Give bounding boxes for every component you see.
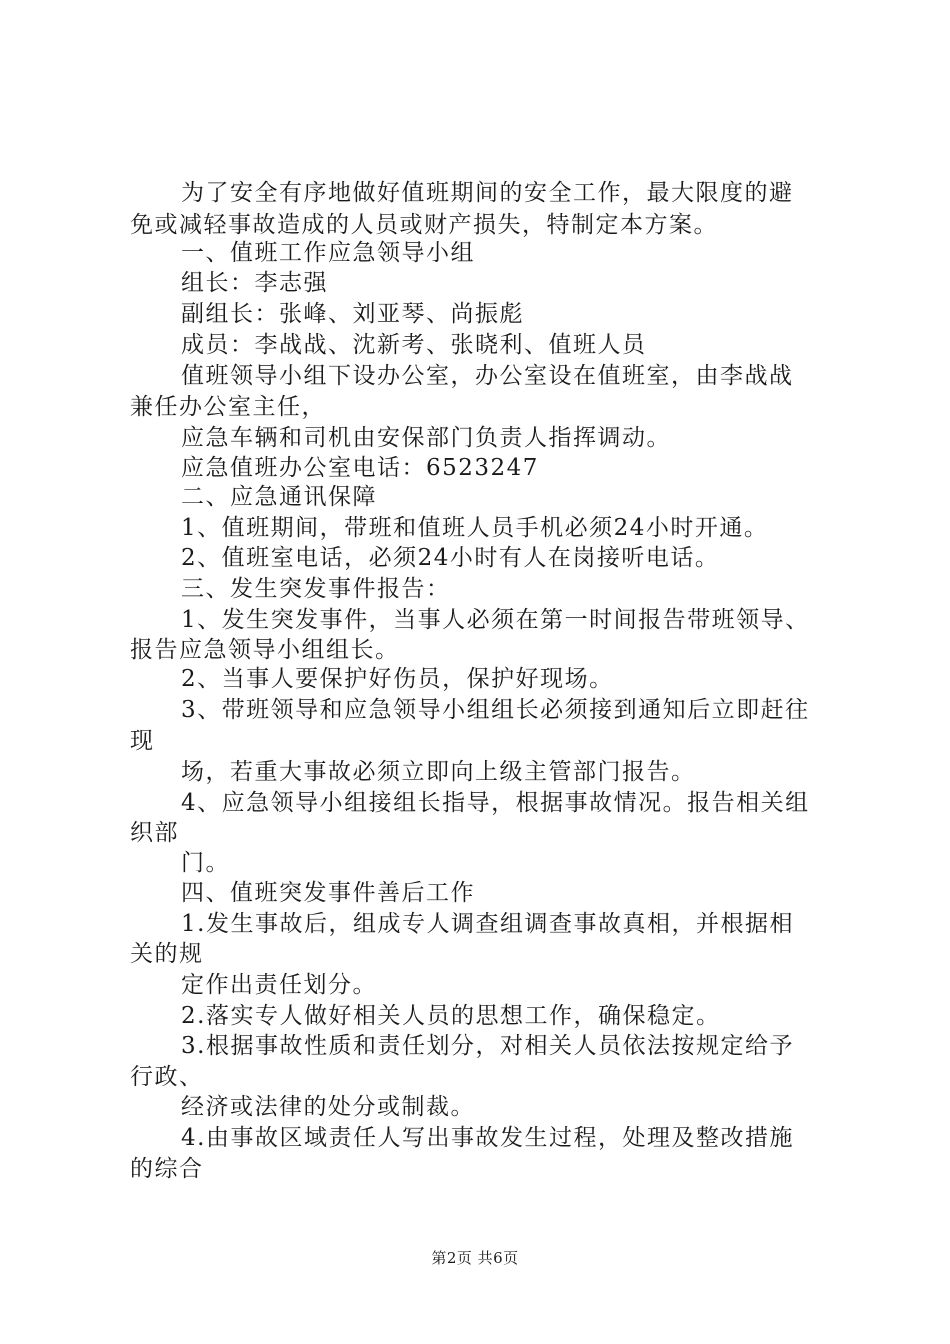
section-heading: 四、值班突发事件善后工作 xyxy=(181,880,475,906)
page-number-footer: 第2页 共6页 xyxy=(431,1249,519,1267)
text-line: 的综合 xyxy=(130,1156,204,1182)
text-line: 1、发生突发事件，当事人必须在第一时间报告带班领导、 xyxy=(181,607,810,633)
text-line: 副组长：张峰、刘亚琴、尚振彪 xyxy=(181,301,524,327)
text-line: 为了安全有序地做好值班期间的安全工作，最大限度的避 xyxy=(181,180,794,206)
section-heading: 一、值班工作应急领导小组 xyxy=(181,240,475,266)
text-line: 4.由事故区域责任人写出事故发生过程，处理及整改措施 xyxy=(181,1125,794,1151)
text-line: 场，若重大事故必须立即向上级主管部门报告。 xyxy=(181,759,696,785)
text-line: 现 xyxy=(130,728,155,754)
text-line: 3、带班领导和应急领导小组组长必须接到通知后立即赶往 xyxy=(181,697,810,723)
text-line: 2.落实专人做好相关人员的思想工作，确保稳定。 xyxy=(181,1003,721,1029)
text-line: 定作出责任划分。 xyxy=(181,972,377,998)
text-line: 关的规 xyxy=(130,941,204,967)
text-line: 2、值班室电话，必须24小时有人在岗接听电话。 xyxy=(181,545,720,571)
text-line: 门。 xyxy=(181,850,230,876)
text-line: 组长：李志强 xyxy=(181,270,328,296)
text-line: 织部 xyxy=(130,820,179,846)
text-line: 免或减轻事故造成的人员或财产损失，特制定本方案。 xyxy=(130,212,718,238)
text-line: 3.根据事故性质和责任划分，对相关人员依法按规定给予 xyxy=(181,1033,794,1059)
text-line: 2、当事人要保护好伤员，保护好现场。 xyxy=(181,666,614,692)
text-line: 应急值班办公室电话：6523247 xyxy=(181,455,539,481)
text-line: 报告应急领导小组组长。 xyxy=(130,637,400,663)
text-line: 成员：李战战、沈新考、张晓利、值班人员 xyxy=(181,332,647,358)
text-line: 4、应急领导小组接组长指导，根据事故情况。报告相关组 xyxy=(181,790,810,816)
text-line: 1、值班期间，带班和值班人员手机必须24小时开通。 xyxy=(181,515,769,541)
section-heading: 三、发生突发事件报告： xyxy=(181,576,451,602)
text-line: 经济或法律的处分或制裁。 xyxy=(181,1094,475,1120)
text-line: 值班领导小组下设办公室，办公室设在值班室，由李战战 xyxy=(181,363,794,389)
section-heading: 二、应急通讯保障 xyxy=(181,484,377,510)
text-line: 兼任办公室主任， xyxy=(130,394,326,420)
text-line: 1.发生事故后，组成专人调查组调查事故真相，并根据相 xyxy=(181,911,794,937)
text-line: 行政、 xyxy=(130,1064,204,1090)
text-line: 应急车辆和司机由安保部门负责人指挥调动。 xyxy=(181,425,671,451)
